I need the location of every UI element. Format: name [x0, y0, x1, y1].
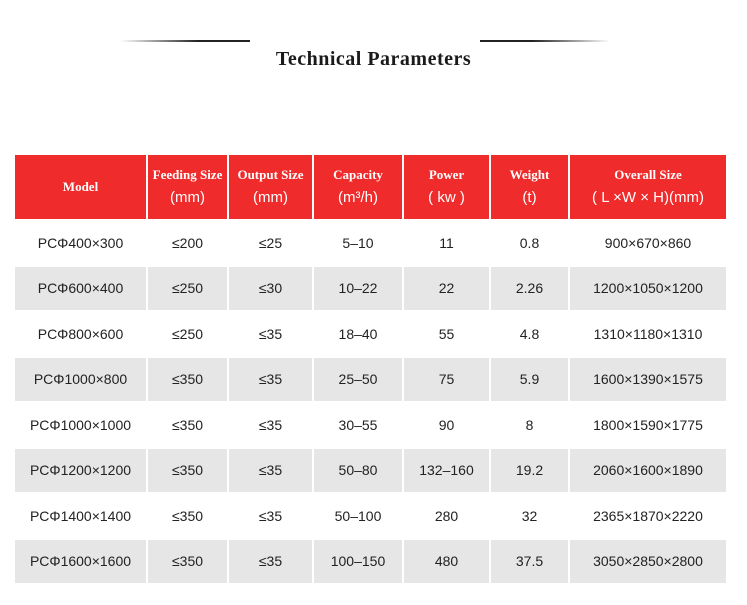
- table-row: [15, 449, 728, 495]
- table-cell: ≤350: [148, 494, 229, 540]
- title-divider-left: [120, 40, 250, 42]
- table-row: [15, 540, 728, 586]
- table-cell: 5.9: [491, 358, 570, 404]
- table-cell: 2365×1870×2220: [570, 494, 728, 540]
- column-header: Power ( kw ): [404, 155, 491, 221]
- column-header: Weight (t): [491, 155, 570, 221]
- table-cell: ≤35: [229, 312, 314, 358]
- table-cell: ≤250: [148, 312, 229, 358]
- table-header-row: [15, 155, 728, 221]
- table-row: [15, 221, 728, 267]
- table-cell: ≤35: [229, 403, 314, 449]
- table-cell: 50–100: [314, 494, 404, 540]
- table-cell: 1800×1590×1775: [570, 403, 728, 449]
- table-cell: PCΦ1000×800: [15, 358, 148, 404]
- table-cell: PCΦ1400×1400: [15, 494, 148, 540]
- column-header: Overall Size ( L ×W × H)(mm): [570, 155, 728, 221]
- table-cell: ≤350: [148, 540, 229, 586]
- table-row: [15, 312, 728, 358]
- table-cell: 25–50: [314, 358, 404, 404]
- table-cell: ≤25: [229, 221, 314, 267]
- column-header: Feeding Size (mm): [148, 155, 229, 221]
- table-cell: 280: [404, 494, 491, 540]
- table-cell: ≤200: [148, 221, 229, 267]
- table-cell: 100–150: [314, 540, 404, 586]
- table-cell: 55: [404, 312, 491, 358]
- table-cell: 2060×1600×1890: [570, 449, 728, 495]
- table-cell: 1200×1050×1200: [570, 267, 728, 313]
- column-header: Output Size (mm): [229, 155, 314, 221]
- table-cell: ≤350: [148, 449, 229, 495]
- table-cell: 0.8: [491, 221, 570, 267]
- table-cell: ≤350: [148, 403, 229, 449]
- table-row: [15, 403, 728, 449]
- table-row: [15, 494, 728, 540]
- table-cell: 480: [404, 540, 491, 586]
- table-cell: PCΦ800×600: [15, 312, 148, 358]
- table-cell: PCΦ1600×1600: [15, 540, 148, 586]
- table-cell: 8: [491, 403, 570, 449]
- table-body: [15, 221, 728, 585]
- table-cell: ≤250: [148, 267, 229, 313]
- column-header: Capacity (m³/h): [314, 155, 404, 221]
- table-row: [15, 358, 728, 404]
- table-cell: 132–160: [404, 449, 491, 495]
- table-cell: PCΦ1200×1200: [15, 449, 148, 495]
- table-cell: 1600×1390×1575: [570, 358, 728, 404]
- table-cell: ≤350: [148, 358, 229, 404]
- table-cell: 5–10: [314, 221, 404, 267]
- table-cell: 90: [404, 403, 491, 449]
- table-cell: 10–22: [314, 267, 404, 313]
- table-cell: 22: [404, 267, 491, 313]
- table-cell: 4.8: [491, 312, 570, 358]
- table-cell: 11: [404, 221, 491, 267]
- table-row: [15, 267, 728, 313]
- table-cell: 19.2: [491, 449, 570, 495]
- table-cell: ≤30: [229, 267, 314, 313]
- table-cell: 1310×1180×1310: [570, 312, 728, 358]
- table-cell: PCΦ600×400: [15, 267, 148, 313]
- table-cell: 18–40: [314, 312, 404, 358]
- title-divider-right: [480, 40, 610, 42]
- column-header: Model: [15, 155, 148, 221]
- table-cell: 32: [491, 494, 570, 540]
- table-cell: PCΦ400×300: [15, 221, 148, 267]
- table-cell: ≤35: [229, 449, 314, 495]
- table-cell: ≤35: [229, 540, 314, 586]
- table-cell: ≤35: [229, 494, 314, 540]
- table-cell: 75: [404, 358, 491, 404]
- title-block: [0, 30, 747, 90]
- table-cell: 30–55: [314, 403, 404, 449]
- table-cell: 50–80: [314, 449, 404, 495]
- table-cell: 3050×2850×2800: [570, 540, 728, 586]
- table-cell: 37.5: [491, 540, 570, 586]
- page-title: Technical Parameters: [275, 48, 472, 70]
- table-cell: PCΦ1000×1000: [15, 403, 148, 449]
- parameters-table: [15, 155, 728, 585]
- table-cell: 900×670×860: [570, 221, 728, 267]
- table-cell: 2.26: [491, 267, 570, 313]
- table-cell: ≤35: [229, 358, 314, 404]
